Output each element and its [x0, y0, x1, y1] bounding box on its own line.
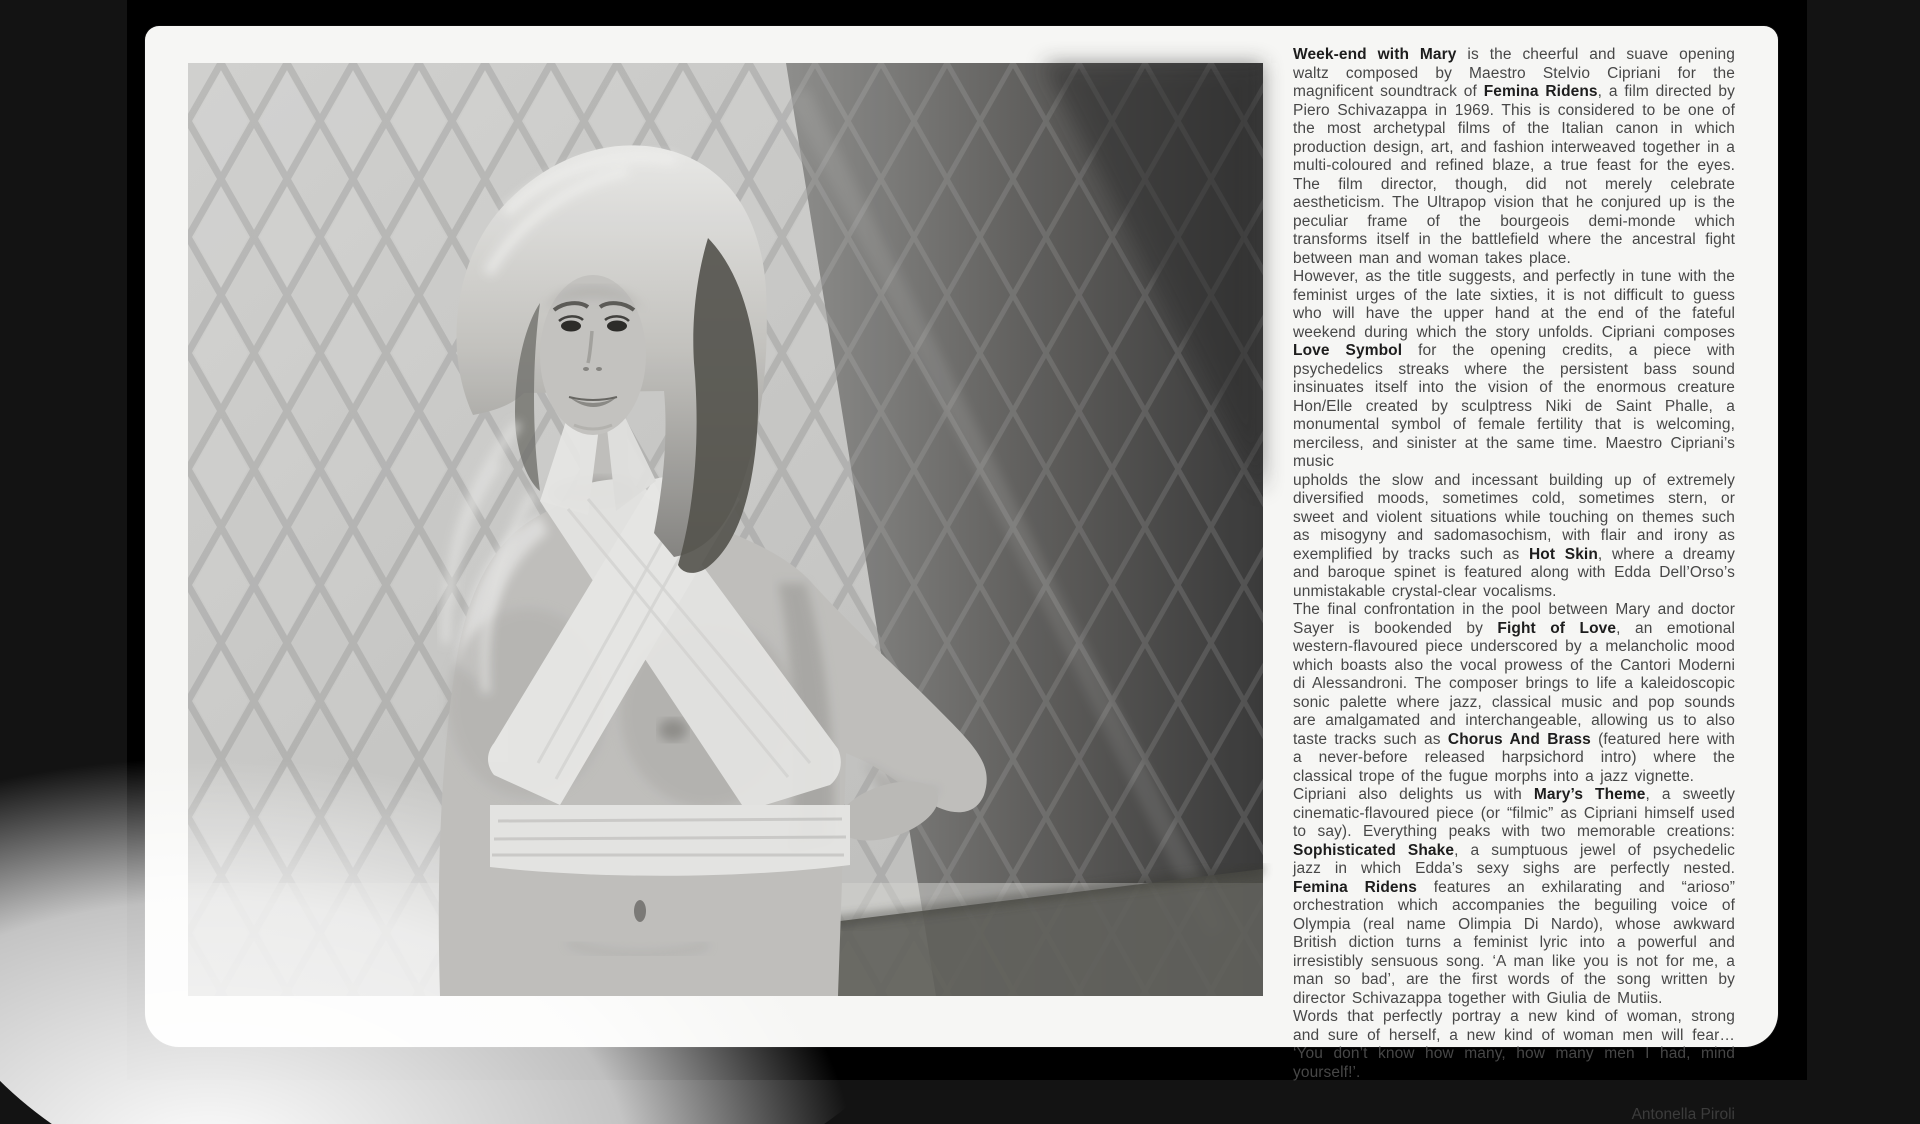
byline: Antonella Piroli	[1631, 1106, 1735, 1123]
article-paragraph: upholds the slow and incessant building up of extremely diversified moods, sometimes cold, sometimes stern, or sweet and violent situations while touching on themes such as misogyny and sadomasochism, with flair and irony as exemplified by tracks such as Hot Skin, where a dreamy and baroque spinet is featured along with Edda Dell’Orso’s unmistakable crystal-clear vocalisms.	[1293, 471, 1735, 600]
article-text	[1293, 46, 1735, 1082]
article-paragraph: The final confrontation in the pool between Mary and doctor Sayer is bookended by Fight of Love, an emotional western-flavoured piece underscored by a melancholic mood which boasts also the vocal prowess of the Cantori Moderni di Alessandroni. The composer brings to life a kaleidoscopic sonic palette where jazz, classical music and pop sounds are amalgamated and interchangeable, allowing us to also taste tracks such as Chorus And Brass (featured here with a never-before released harpsichord intro) where the classical trope of the fugue morphs into a jazz vignette.	[1293, 601, 1735, 785]
article-paragraph: Week-end with Mary is the cheerful and suave opening waltz composed by Maestro Stelvio Cipriani for the magnificent soundtrack of Femina Ridens, a film directed by Piero Schivazappa in 1969. This is considered to be one of the most archetypal films of the Italian canon in which production design, art, and fashion interweaved together in a multi-coloured and refined blaze, a true feast for the eyes. The film director, though, did not merely celebrate aestheticism. The Ultrapop vision that he conjured up is the peculiar frame of the bourgeois demi-monde which transforms itself in the battlefield where the ancestral fight between man and woman takes place.	[1293, 46, 1735, 267]
booklet-photo	[188, 63, 1263, 996]
article-paragraph: Words that perfectly portray a new kind of woman, strong and sure of herself, a new kind of woman men will fear… ‘You don’t know how many, how many men I had, mind yourself!’.	[1293, 1008, 1735, 1081]
photo-vignette	[188, 63, 1263, 996]
article-paragraph: However, as the title suggests, and perfectly in tune with the feminist urges of the late sixties, it is not difficult to guess who will have the upper hand at the end of the fateful weekend during which the story unfolds. Cipriani composes Love Symbol for the opening credits, a piece with psychedelics streaks where the persistent bass sound insinuates itself into the vision of the enormous creature Hon/Elle created by sculptress Niki de Saint Phalle, a monumental symbol of female fertility that is welcoming, merciless, and sinister at the same time. Maestro Cipriani’s music	[1293, 268, 1735, 470]
booklet-page	[145, 26, 1778, 1123]
article-column	[1293, 46, 1735, 1124]
photo-illustration	[188, 63, 1263, 996]
article-paragraph: Cipriani also delights us with Mary’s Theme, a sweetly cinematic-flavoured piece (or “filmic” as Cipriani himself used to say). Everything peaks with two memorable creations: Sophisticated Shake, a sumptuous jewel of psychedelic jazz in which Edda’s sexy sighs are perfectly nested. Femina Ridens features an exhilarating and “arioso” orchestration which accompanies the beguiling voice of Olympia (real name Olimpia Di Nardo), whose awkward British diction turns a feminist lyric into a powerful and irresistibly sensuous song. ‘A man like you is not for me, a man so bad’, are the first words of the song written by director Schivazappa together with Giulia de Mutiis.	[1293, 786, 1735, 1007]
